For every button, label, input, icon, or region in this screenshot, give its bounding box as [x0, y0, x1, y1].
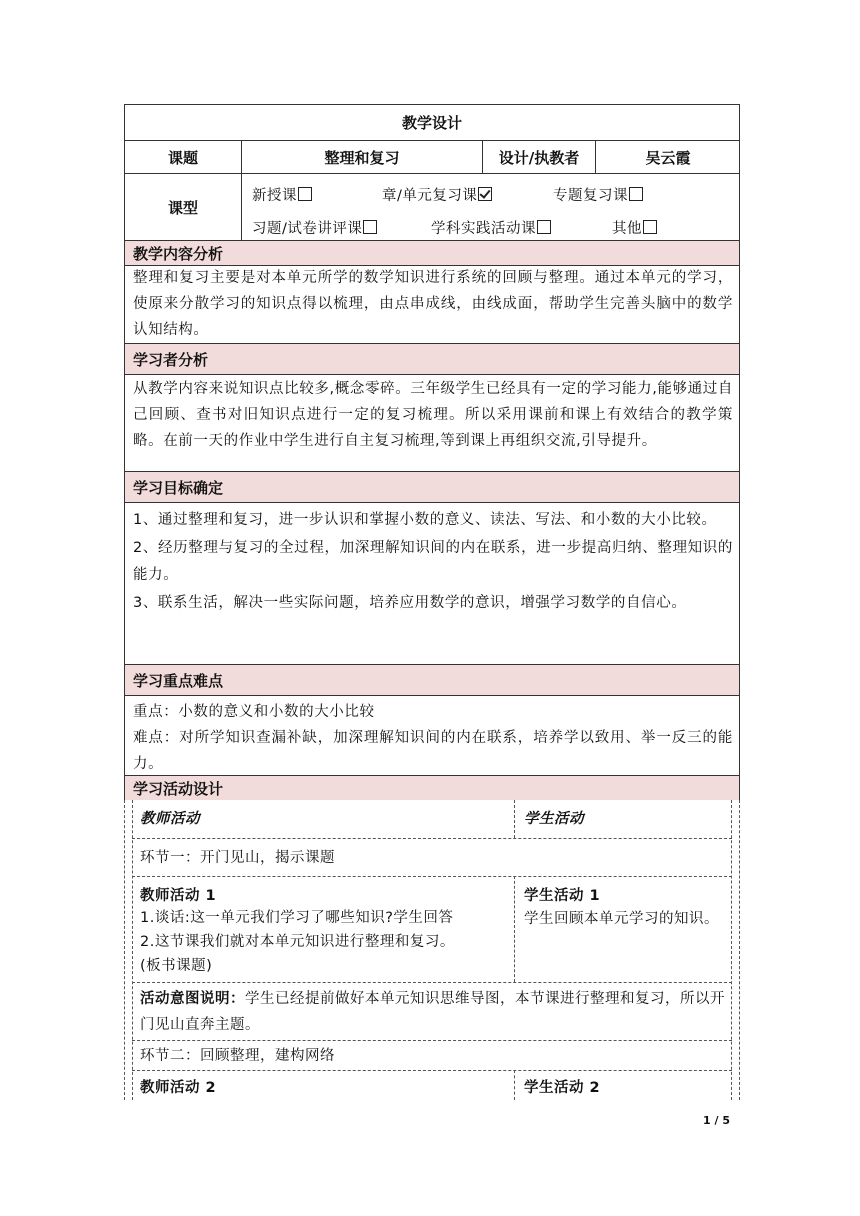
teacher-activity-2-title: 教师活动 2: [140, 1080, 217, 1096]
student-activity-2-title: 学生活动 2: [524, 1080, 601, 1096]
option-unit-review: 章/单元复习课: [382, 184, 492, 205]
key-points-heading: 学习重点难点: [125, 665, 739, 695]
checkbox-other[interactable]: [643, 220, 657, 234]
checkbox-unit-review[interactable]: [478, 187, 492, 201]
activity-table: [124, 800, 740, 1100]
activity-intent-label: 活动意图说明：: [140, 991, 245, 1007]
option-other: 其他: [612, 217, 657, 238]
topic-label: 课题: [167, 148, 198, 167]
stage2-title: 环节二：回顾整理，建构网络: [140, 1048, 335, 1064]
learner-analysis-text: 从教学内容来说知识点比较多,概念零碎。三年级学生已经具有一定的学习能力,能够通过自己回顾、查书对旧知识点进行一定的复习梳理。所以采用课前和课上有效结合的教学策略。在前一天的作业中学生进行自主复习梳理,等到课上再组织交流,引导提升。: [133, 381, 733, 449]
option-topic-review: 专题复习课: [553, 184, 643, 205]
key-point-item: 重点：小数的意义和小数的大小比较: [133, 704, 375, 720]
lesson-plan-table: [124, 104, 740, 800]
objective-item: 3、联系生活，解决一些实际问题，培养应用数学的意识，增强学习数学的自信心。: [133, 594, 687, 611]
objectives-heading: 学习目标确定: [125, 472, 739, 502]
lesson-type-label: 课型: [167, 198, 198, 217]
topic-value: 整理和复习: [324, 148, 400, 167]
activity-design-heading: 学习活动设计: [125, 776, 739, 800]
option-practice: 学科实践活动课: [431, 217, 551, 238]
activity-intent: [140, 986, 728, 1038]
objective-item: 1、通过整理和复习，进一步认识和掌握小数的意义、读法、写法、和小数的大小比较。: [133, 512, 717, 528]
checkbox-new-lesson[interactable]: [298, 187, 312, 201]
student-activity-1-title: 学生活动 1: [524, 888, 601, 904]
activity-intent-text: 学生已经提前做好本单元知识思维导图，本节课进行整理和复习，所以开门见山直奔主题。: [140, 991, 725, 1033]
student-activity-1-text: 学生回顾本单元学习的知识。: [524, 911, 719, 927]
option-new-lesson: 新授课: [252, 184, 312, 205]
checkbox-practice[interactable]: [537, 220, 551, 234]
stage1-title: 环节一：开门见山，揭示课题: [140, 850, 335, 866]
page-number: 1 / 5: [703, 1114, 730, 1127]
designer-label: 设计/执教者: [498, 148, 580, 167]
teacher-activity-col: 教师活动: [140, 811, 200, 827]
designer-value: 吴云霞: [645, 148, 691, 167]
objectives-list: [133, 507, 733, 617]
objective-item: 2、经历整理与复习的全过程，加深理解知识间的内在联系，进一步提高归纳、整理知识的能力。: [133, 539, 733, 583]
learner-analysis-heading: 学习者分析: [125, 344, 739, 374]
key-point-item: 难点：对所学知识查漏补缺，加深理解知识间的内在联系，培养学以致用、举一反三的能力。: [133, 730, 733, 772]
option-exercise-review: 习题/试卷讲评课: [252, 217, 377, 238]
student-activity-col: 学生活动: [524, 811, 584, 827]
document-title: 教学设计: [401, 114, 462, 132]
key-points-list: [133, 699, 733, 777]
checkbox-exercise-review[interactable]: [363, 220, 377, 234]
content-analysis-heading: 教学内容分析: [125, 241, 739, 265]
checkbox-topic-review[interactable]: [629, 187, 643, 201]
teacher-activity-1-title: 教师活动 1: [140, 888, 217, 904]
content-analysis-text: 整理和复习主要是对本单元所学的数学知识进行系统的回顾与整理。通过本单元的学习，使原来分散学习的知识点得以梳理，由点串成线，由线成面，帮助学生完善头脑中的数学认知结构。: [133, 270, 733, 338]
teacher-activity-1-text: 1.谈话:这一单元我们学习了哪些知识?学生回答 2.这节课我们就对本单元知识进行整理和复习。 (板书课题): [140, 910, 455, 974]
